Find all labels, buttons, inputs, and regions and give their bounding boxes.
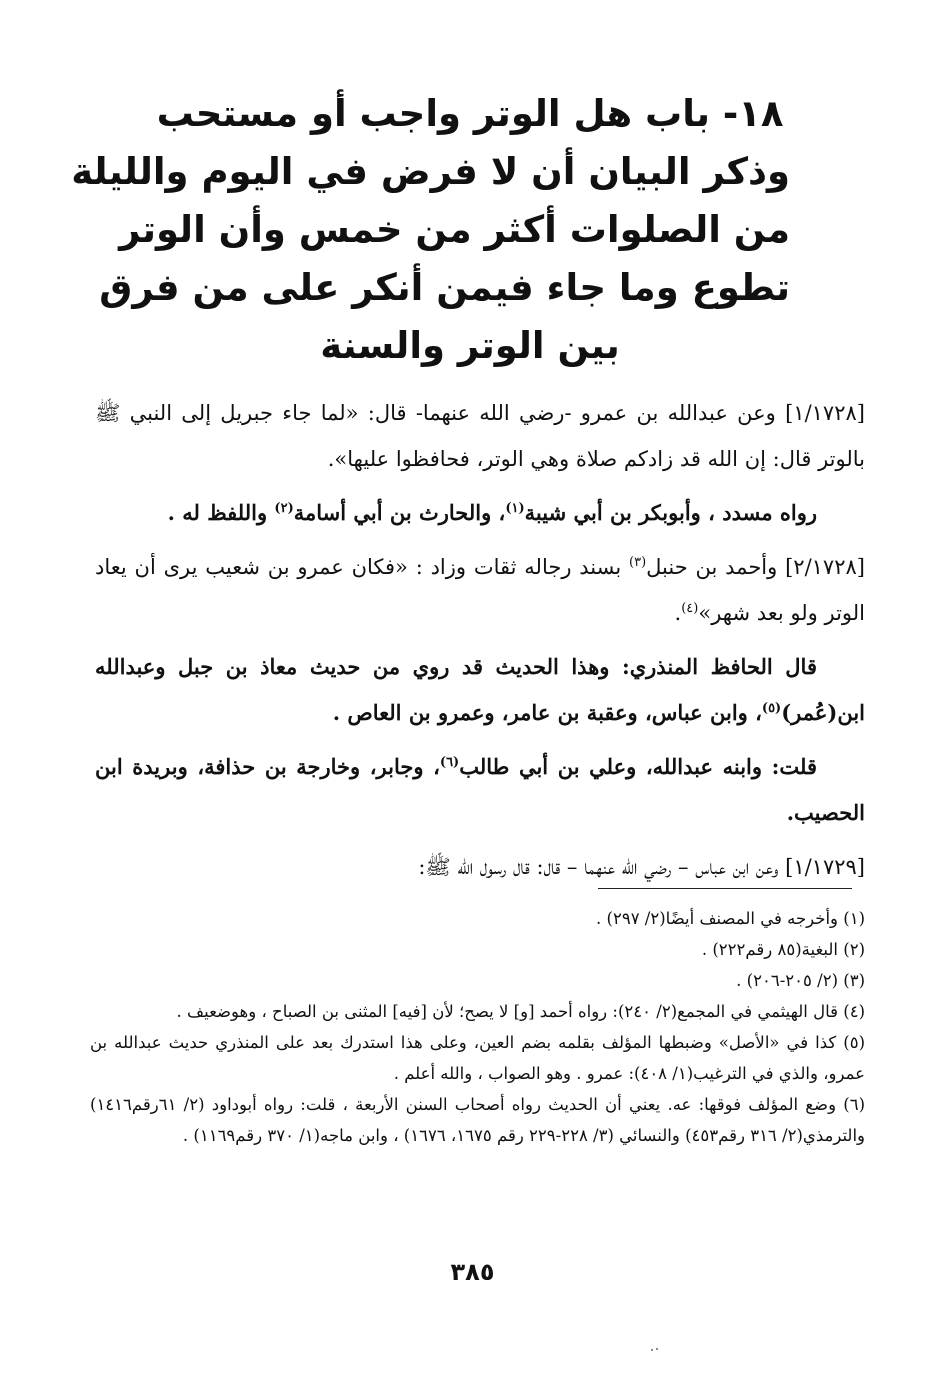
title-line: من الصلوات أكثر من خمس وأن الوتر xyxy=(119,208,790,251)
hadith-reference: [٢/١٧٢٨] xyxy=(785,555,865,579)
hadith-text: بسند رجاله ثقات وزاد : «فكان عمرو بن شعيب يرى أن يعاد الوتر ولو بعد شهر» xyxy=(95,555,865,625)
narration-text: واللفظ له . xyxy=(167,500,268,525)
footnote-marker[interactable]: (٢) xyxy=(274,501,294,516)
hadith-text: وعن عبدالله بن عمرو -رضي الله عنهما- قال: «لما جاء جبريل إلى النبي ﷺ بالوتر قال: إن الله قد زادكم صلاة وهي الوتر، فحافظوا عليها». xyxy=(95,401,865,471)
scan-speck xyxy=(648,1348,658,1351)
title-line: وذكر البيان أن لا فرض في اليوم والليلة xyxy=(71,150,790,193)
title-line: تطوع وما جاء فيمن أنكر على من فرق xyxy=(99,266,790,309)
hadith-paragraph xyxy=(95,844,865,890)
hadith-text: وعن ابن عباس – رضي الله عنهما – قال: قال رسول الله ﷺ: xyxy=(418,855,779,879)
footnote: (٥) كذا في «الأصل» وضبطها المؤلف بقلمه بضم العين، وعلى هذا استدرك بعد على المنذري حديث عبدالله بن عمرو، والذي في الترغيب(١/ ٤٠٨): عمرو . وهو الصواب ، والله أعلم . xyxy=(90,1033,865,1083)
footnote: (٦) وضع المؤلف فوقها: عه. يعني أن الحديث رواه أصحاب السنن الأربعة ، قلت: رواه أبوداود (٢/ ٦١رقم١٤١٦) والترمذي(٢/ ٣١٦ رقم٤٥٣) والنسائي (٣/ ٢٢٨-٢٢٩ رقم ١٦٧٥، ١٦٧٦) ، وابن ماجه(١/ ٣٧٠ رقم١١٦٩) . xyxy=(90,1095,865,1145)
main-text xyxy=(95,390,865,898)
commentary-text: قلت: وابنه عبدالله، وعلي بن أبي طالب xyxy=(459,754,817,779)
commentary-paragraph xyxy=(95,644,865,736)
narration-text: رواه مسدد ، وأبوبكر بن أبي شيبة xyxy=(524,500,817,525)
hadith-paragraph xyxy=(95,544,865,636)
title-line: ١٨- باب هل الوتر واجب أو مستحب xyxy=(156,92,784,135)
footnote-marker[interactable]: (٦) xyxy=(439,755,460,770)
footnote: (٢) البغية(٨٥ رقم٢٢٢) . xyxy=(701,940,865,959)
footnotes xyxy=(90,903,865,1151)
hadith-reference: [١/١٧٢٩] xyxy=(785,855,865,879)
footnote-marker[interactable]: (٣) xyxy=(629,555,647,570)
chapter-title xyxy=(71,85,790,375)
footnote: (٤) قال الهيثمي في المجمع(٢/ ٢٤٠): رواه أحمد [و] لا يصح؛ لأن [فيه] المثنى بن الصباح ، وهوضعيف . xyxy=(176,1002,865,1021)
title-line: بين الوتر والسنة xyxy=(320,324,620,367)
page-number: ٣٨٥ xyxy=(450,1258,495,1286)
commentary-paragraph xyxy=(95,744,865,836)
footnote-divider xyxy=(598,888,852,889)
footnote: (٣) (٢/ ٢٠٥-٢٠٦) . xyxy=(736,971,865,990)
hadith-reference: [١/١٧٢٨] xyxy=(785,401,865,425)
commentary-text: ، وجابر، وخارجة بن حذافة، وبريدة ابن الحصيب. xyxy=(95,754,865,825)
narration-text: ، والحارث بن أبي أسامة xyxy=(293,500,506,525)
narration-paragraph xyxy=(95,490,865,536)
footnote-marker[interactable]: (٥) xyxy=(761,701,782,716)
hadith-text: . xyxy=(674,601,682,625)
hadith-paragraph xyxy=(95,390,865,482)
commentary-text: ، وابن عباس، وعقبة بن عامر، وعمرو بن العاص . xyxy=(332,700,762,725)
footnote-marker[interactable]: (٤) xyxy=(681,601,699,616)
hadith-text: وأحمد بن حنبل xyxy=(646,555,778,579)
footnote-marker[interactable]: (١) xyxy=(505,501,525,516)
commentary-text: قال الحافظ المنذري: وهذا الحديث قد روي من حديث معاذ بن جبل وعبدالله ابن(عُمر) xyxy=(95,654,865,725)
footnote: (١) وأخرجه في المصنف أيضًا(٢/ ٢٩٧) . xyxy=(596,909,865,928)
